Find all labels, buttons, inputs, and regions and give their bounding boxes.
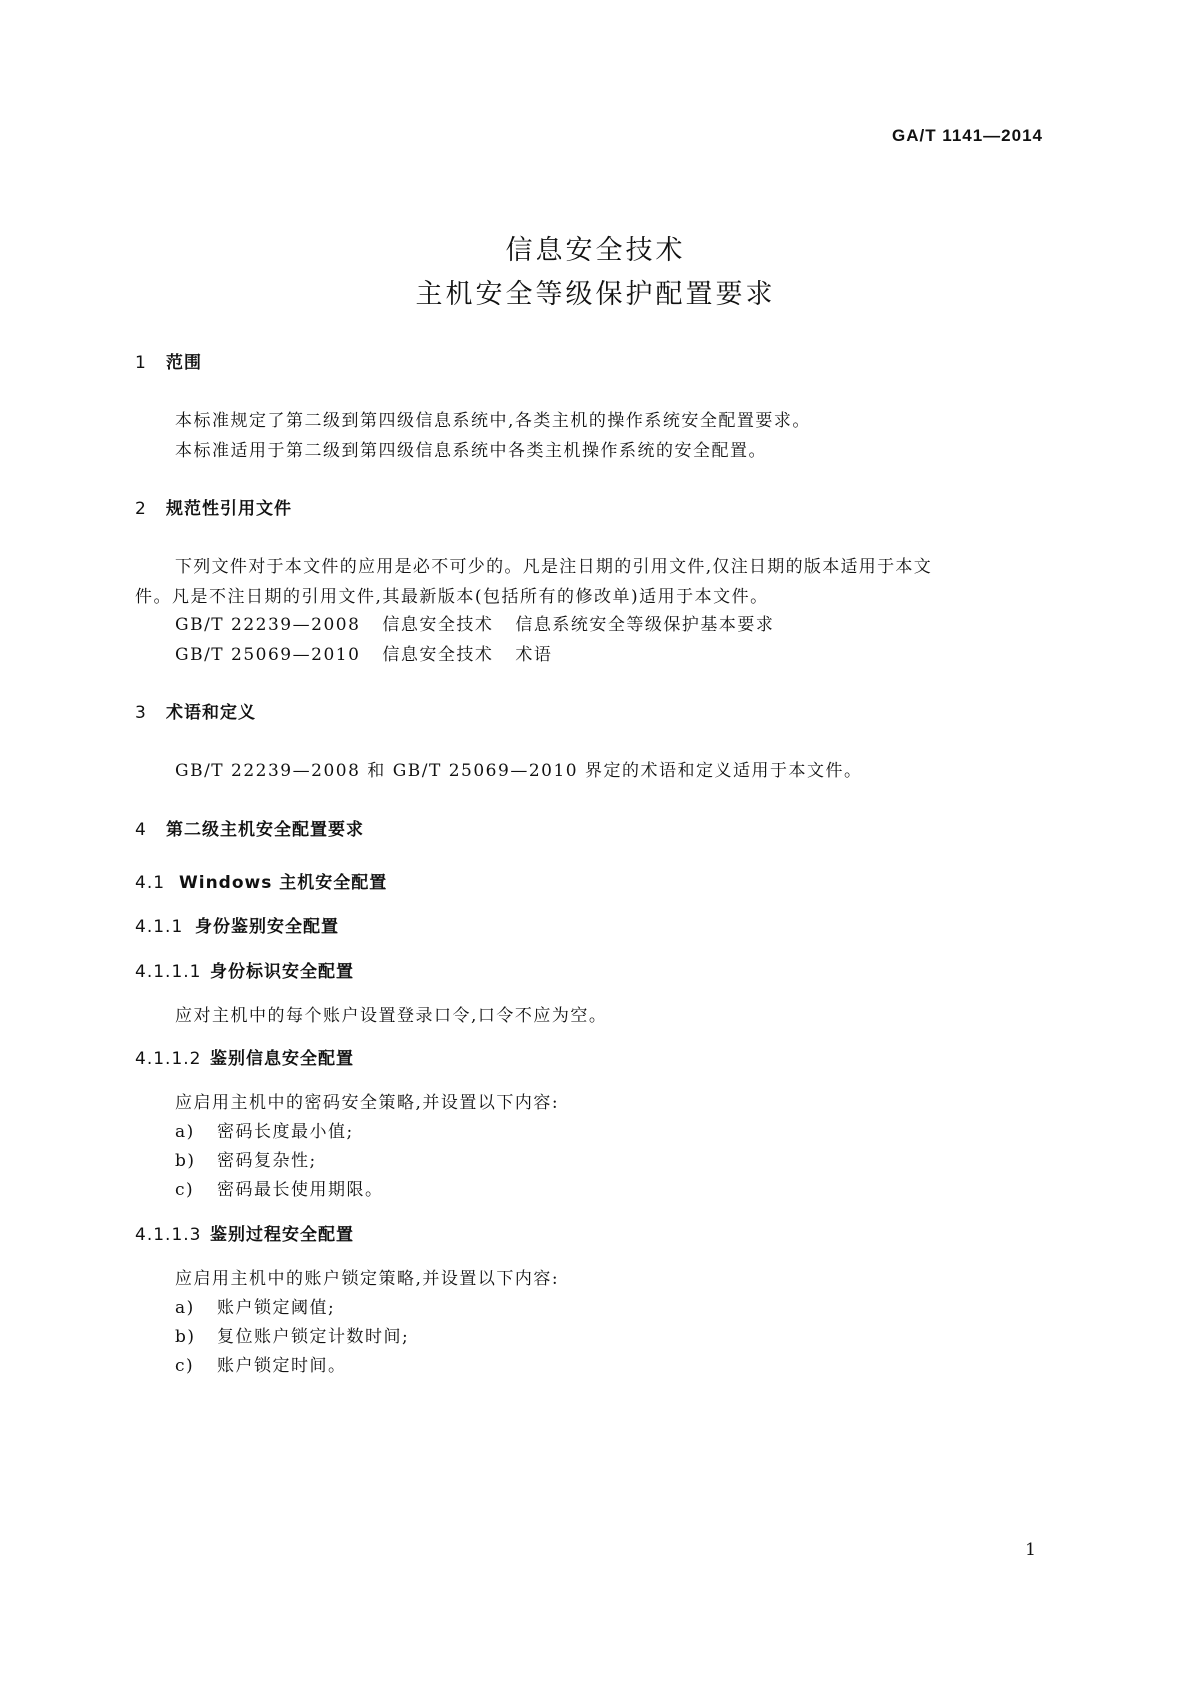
list-marker: a) (175, 1122, 195, 1142)
section-title: 术语和定义 (166, 703, 256, 723)
section-number: 3 (135, 703, 147, 723)
section-4-1-1-3-heading (135, 1220, 354, 1245)
document-title-line1: 信息安全技术 (505, 235, 686, 266)
list-item (175, 1146, 317, 1171)
reference-code: GB/T 25069—2010 (175, 645, 361, 665)
paragraph: 应启用主机中的密码安全策略,并设置以下内容: (175, 1093, 560, 1113)
list-item-text: 复位账户锁定计数时间; (217, 1327, 410, 1347)
list-item-text: 密码最长使用期限。 (217, 1180, 384, 1200)
list-marker: a) (175, 1298, 195, 1318)
reference-name: 信息安全技术 (382, 645, 494, 665)
page-number: 1 (1025, 1540, 1036, 1560)
section-title: 范围 (166, 353, 202, 373)
reference-entry (175, 610, 774, 635)
section-4-1-1-1-heading (135, 957, 354, 982)
list-item (175, 1293, 335, 1318)
list-item (175, 1322, 409, 1347)
paragraph: 应对主机中的每个账户设置登录口令,口令不应为空。 (175, 1006, 608, 1026)
section-4-1-1-heading (135, 912, 339, 937)
paragraph: 应启用主机中的账户锁定策略,并设置以下内容: (175, 1269, 560, 1289)
section-4-1-heading (135, 868, 387, 893)
section-1-heading (135, 348, 202, 373)
section-4-1-1-2-heading (135, 1044, 354, 1069)
section-number: 4.1.1.2 (135, 1049, 202, 1069)
list-marker: b) (175, 1151, 196, 1171)
reference-name: 信息安全技术 (382, 615, 494, 635)
paragraph-continuation: 件。凡是不注日期的引用文件,其最新版本(包括所有的修改单)适用于本文件。 (135, 587, 769, 607)
paragraph: 本标准适用于第二级到第四级信息系统中各类主机操作系统的安全配置。 (175, 441, 767, 461)
list-item-text: 账户锁定阈值; (217, 1298, 336, 1318)
list-marker: b) (175, 1327, 196, 1347)
section-title: Windows 主机安全配置 (179, 873, 388, 893)
reference-subtitle: 术语 (515, 645, 553, 665)
section-3-heading (135, 698, 256, 723)
reference-subtitle: 信息系统安全等级保护基本要求 (515, 615, 775, 635)
paragraph: GB/T 22239—2008 和 GB/T 25069—2010 界定的术语和定义适用于本文件。 (175, 761, 863, 781)
list-item (175, 1117, 354, 1142)
section-number: 1 (135, 353, 147, 373)
paragraph: 下列文件对于本文件的应用是必不可少的。凡是注日期的引用文件,仅注日期的版本适用于本文 (175, 557, 933, 577)
section-number: 4.1.1.1 (135, 962, 202, 982)
section-title: 鉴别信息安全配置 (210, 1049, 354, 1069)
document-title-line2: 主机安全等级保护配置要求 (415, 279, 776, 310)
section-title: 鉴别过程安全配置 (210, 1225, 354, 1245)
section-title: 身份鉴别安全配置 (195, 917, 339, 937)
section-number: 4.1 (135, 873, 166, 893)
section-number: 4.1.1.3 (135, 1225, 202, 1245)
list-item-text: 密码复杂性; (217, 1151, 317, 1171)
section-title: 第二级主机安全配置要求 (166, 820, 364, 840)
list-item-text: 账户锁定时间。 (217, 1356, 347, 1376)
section-2-heading (135, 494, 292, 519)
list-marker: c) (175, 1180, 195, 1200)
standard-code: GA/T 1141—2014 (891, 126, 1043, 145)
section-4-heading (135, 815, 364, 840)
section-number: 4.1.1 (135, 917, 184, 937)
list-marker: c) (175, 1356, 195, 1376)
reference-code: GB/T 22239—2008 (175, 615, 361, 635)
paragraph: 本标准规定了第二级到第四级信息系统中,各类主机的操作系统安全配置要求。 (175, 411, 811, 431)
list-item-text: 密码长度最小值; (217, 1122, 354, 1142)
section-title: 规范性引用文件 (166, 499, 292, 519)
section-number: 4 (135, 820, 147, 840)
section-number: 2 (135, 499, 147, 519)
list-item (175, 1175, 384, 1200)
section-title: 身份标识安全配置 (210, 962, 354, 982)
list-item (175, 1351, 347, 1376)
reference-entry (175, 640, 552, 665)
